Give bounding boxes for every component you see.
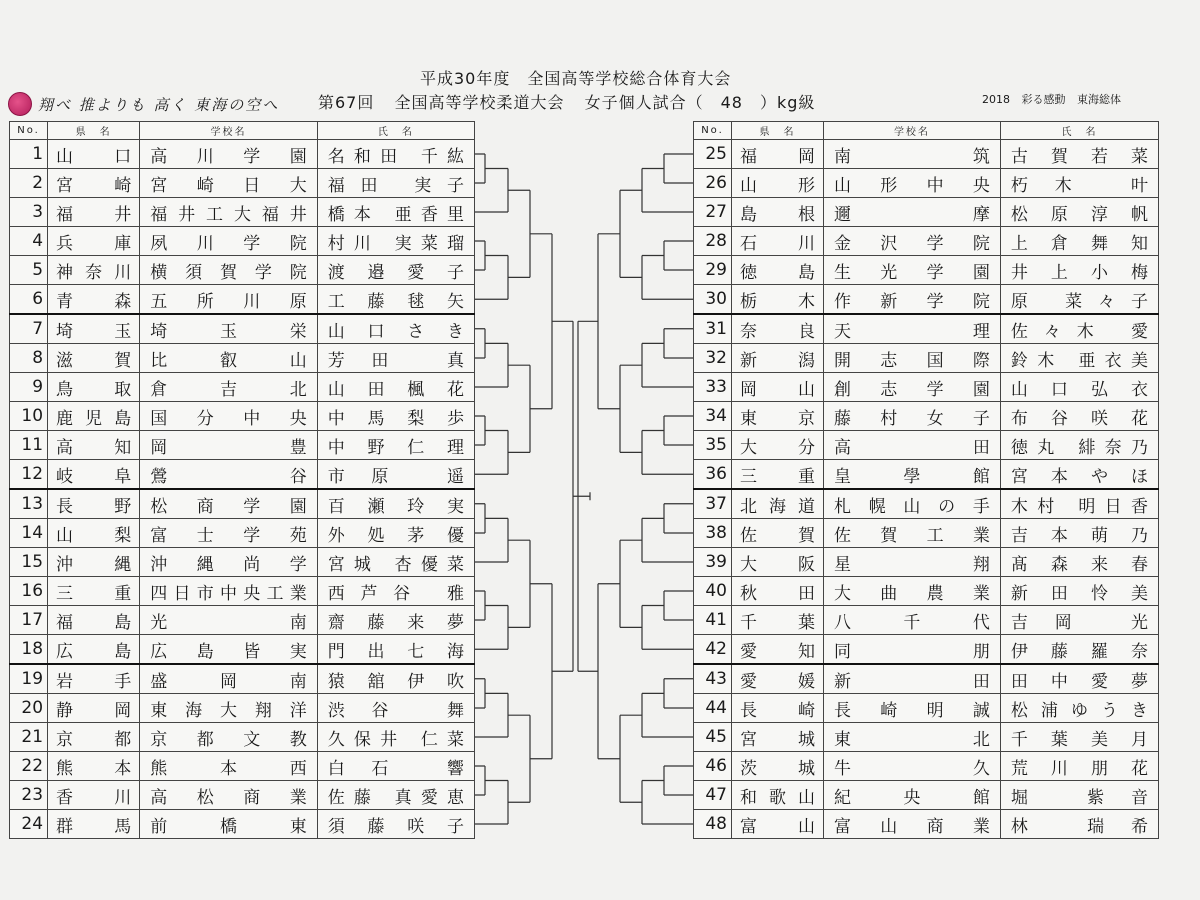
entry-number: 30 (694, 285, 732, 315)
entry-school: 佐賀工業 (823, 519, 1000, 548)
entry-athlete-name: 髙森来春 (1000, 548, 1158, 577)
entry-number: 2 (10, 169, 48, 198)
entry-row (694, 227, 1159, 256)
entry-athlete-name: 門出七海 (317, 635, 474, 665)
entry-row (10, 635, 475, 665)
entry-prefecture: 茨城 (732, 752, 824, 781)
entry-prefecture: 山口 (48, 140, 140, 169)
entry-athlete-name: 松原淳帆 (1000, 198, 1158, 227)
entry-athlete-name: 原 菜々子 (1000, 285, 1158, 315)
entry-number: 24 (10, 810, 48, 839)
table-header-row (694, 122, 1159, 140)
event-tag (982, 91, 1129, 107)
entry-prefecture: 三重 (732, 460, 824, 490)
entry-prefecture: 静岡 (48, 694, 140, 723)
sub-title (318, 90, 829, 113)
entry-school: 鶯谷 (140, 460, 318, 490)
entry-number: 48 (694, 810, 732, 839)
entry-athlete-name: 朽木 叶 (1000, 169, 1158, 198)
entry-number: 14 (10, 519, 48, 548)
entry-number: 23 (10, 781, 48, 810)
entry-prefecture: 山形 (732, 169, 824, 198)
entry-prefecture: 北海道 (732, 489, 824, 519)
left-draw-table (9, 121, 475, 839)
entry-number: 28 (694, 227, 732, 256)
entry-number: 47 (694, 781, 732, 810)
entry-school: 生光学園 (823, 256, 1000, 285)
entry-athlete-name: 市原 遥 (317, 460, 474, 490)
entry-number: 35 (694, 431, 732, 460)
entry-athlete-name: 木村 明日香 (1000, 489, 1158, 519)
entry-row (694, 489, 1159, 519)
entry-prefecture: 宮城 (732, 723, 824, 752)
entry-school: 邇摩 (823, 198, 1000, 227)
entry-row (10, 460, 475, 490)
entry-row (10, 489, 475, 519)
entry-number: 44 (694, 694, 732, 723)
entry-row (10, 431, 475, 460)
entry-athlete-name: 吉本萌乃 (1000, 519, 1158, 548)
entry-prefecture: 沖縄 (48, 548, 140, 577)
event-label: 全国高等学校柔道大会 (394, 93, 565, 112)
entry-athlete-name: 中野仁理 (317, 431, 474, 460)
entry-row (10, 169, 475, 198)
entry-row (694, 723, 1159, 752)
entry-school: 創志学園 (823, 373, 1000, 402)
entry-prefecture: 岩手 (48, 664, 140, 694)
round-label: 第67回 (318, 93, 375, 112)
entry-athlete-name: 渡邉愛子 (317, 256, 474, 285)
entry-row (694, 781, 1159, 810)
entry-prefecture: 石川 (732, 227, 824, 256)
entry-athlete-name: 宮城 杏優菜 (317, 548, 474, 577)
entry-prefecture: 愛知 (732, 635, 824, 665)
entry-athlete-name: 佐藤 真愛恵 (317, 781, 474, 810)
entry-prefecture: 福井 (48, 198, 140, 227)
entry-athlete-name: 佐々木 愛 (1000, 314, 1158, 344)
entry-row (10, 606, 475, 635)
entry-row (694, 810, 1159, 839)
entry-prefecture: 神奈川 (48, 256, 140, 285)
entry-athlete-name: 工藤毬矢 (317, 285, 474, 315)
entry-row (10, 344, 475, 373)
col-school-header: 学校名 (823, 122, 1000, 140)
entry-number: 9 (10, 373, 48, 402)
entry-row (10, 140, 475, 169)
entry-prefecture: 群馬 (48, 810, 140, 839)
entry-athlete-name: 新田怜美 (1000, 577, 1158, 606)
entry-school: 五所川原 (140, 285, 318, 315)
entry-row (694, 606, 1159, 635)
entry-athlete-name: 須藤咲子 (317, 810, 474, 839)
entry-row (694, 344, 1159, 373)
entry-row (10, 810, 475, 839)
entry-school: 国分中央 (140, 402, 318, 431)
entry-row (10, 577, 475, 606)
col-name-header: 氏 名 (317, 122, 474, 140)
entry-school: 牛久 (823, 752, 1000, 781)
entry-athlete-name: 伊藤羅奈 (1000, 635, 1158, 665)
entry-number: 41 (694, 606, 732, 635)
entry-number: 38 (694, 519, 732, 548)
entry-school: 高川学園 (140, 140, 318, 169)
entry-row (10, 548, 475, 577)
entry-number: 8 (10, 344, 48, 373)
entry-prefecture: 徳島 (732, 256, 824, 285)
entry-prefecture: 富山 (732, 810, 824, 839)
entry-athlete-name: 山口弘衣 (1000, 373, 1158, 402)
entry-athlete-name: 百瀬玲実 (317, 489, 474, 519)
entry-school: 金沢学院 (823, 227, 1000, 256)
entry-number: 13 (10, 489, 48, 519)
entry-row (10, 402, 475, 431)
entry-row (10, 373, 475, 402)
entry-row (10, 664, 475, 694)
entry-school: 開志国際 (823, 344, 1000, 373)
entry-number: 17 (10, 606, 48, 635)
entry-prefecture: 愛媛 (732, 664, 824, 694)
entry-prefecture: 鳥取 (48, 373, 140, 402)
entry-number: 39 (694, 548, 732, 577)
entry-prefecture: 熊本 (48, 752, 140, 781)
entry-school: 熊本西 (140, 752, 318, 781)
entry-athlete-name: 猿舘伊吹 (317, 664, 474, 694)
entry-prefecture: 福岡 (732, 140, 824, 169)
entry-row (694, 519, 1159, 548)
entry-row (694, 460, 1159, 490)
col-no-header: No. (10, 122, 48, 140)
entry-row (694, 373, 1159, 402)
entry-athlete-name: 渋谷 舞 (317, 694, 474, 723)
entry-school: 福井工大福井 (140, 198, 318, 227)
entry-school: 沖縄尚学 (140, 548, 318, 577)
entry-row (10, 694, 475, 723)
entry-athlete-name: 布谷咲花 (1000, 402, 1158, 431)
entry-number: 43 (694, 664, 732, 694)
entry-prefecture: 佐賀 (732, 519, 824, 548)
entry-school: 紀央館 (823, 781, 1000, 810)
entry-row (10, 752, 475, 781)
entry-prefecture: 青森 (48, 285, 140, 315)
entry-athlete-name: 西芦谷 雅 (317, 577, 474, 606)
entry-number: 1 (10, 140, 48, 169)
entry-row (694, 169, 1159, 198)
col-pref-header: 県 名 (732, 122, 824, 140)
entry-prefecture: 埼玉 (48, 314, 140, 344)
entry-school: 前橋東 (140, 810, 318, 839)
col-pref-header: 県 名 (48, 122, 140, 140)
entry-number: 33 (694, 373, 732, 402)
entry-row (694, 548, 1159, 577)
entry-school: 埼玉栄 (140, 314, 318, 344)
col-no-header: No. (694, 122, 732, 140)
entry-school: 横須賀学院 (140, 256, 318, 285)
entry-athlete-name: 久保井 仁菜 (317, 723, 474, 752)
entry-number: 25 (694, 140, 732, 169)
entry-prefecture: 長崎 (732, 694, 824, 723)
entry-row (694, 285, 1159, 315)
entry-number: 12 (10, 460, 48, 490)
entry-athlete-name: 田中愛夢 (1000, 664, 1158, 694)
entry-prefecture: 三重 (48, 577, 140, 606)
entry-athlete-name: 白石 響 (317, 752, 474, 781)
entry-prefecture: 大阪 (732, 548, 824, 577)
entry-prefecture: 兵庫 (48, 227, 140, 256)
entry-row (10, 285, 475, 315)
event-motto: 彩る感動 (1021, 93, 1066, 106)
entry-prefecture: 岡山 (732, 373, 824, 402)
entry-number: 45 (694, 723, 732, 752)
entry-number: 19 (10, 664, 48, 694)
entry-school: 京都文教 (140, 723, 318, 752)
entry-school: 東北 (823, 723, 1000, 752)
entry-school: 皇學館 (823, 460, 1000, 490)
entry-school: 盛岡南 (140, 664, 318, 694)
category-label: 女子個人試合（ 48 ）kg級 (584, 93, 816, 112)
entry-number: 20 (10, 694, 48, 723)
entry-school: 八千代 (823, 606, 1000, 635)
entry-number: 22 (10, 752, 48, 781)
entry-athlete-name: 上倉舞知 (1000, 227, 1158, 256)
entry-prefecture: 和歌山 (732, 781, 824, 810)
entry-prefecture: 高知 (48, 431, 140, 460)
entry-row (694, 402, 1159, 431)
entry-school: 高松商業 (140, 781, 318, 810)
entry-athlete-name: 齋藤来夢 (317, 606, 474, 635)
entry-athlete-name: 外処茅優 (317, 519, 474, 548)
entry-number: 6 (10, 285, 48, 315)
entry-row (694, 140, 1159, 169)
entry-school: 天理 (823, 314, 1000, 344)
entry-number: 31 (694, 314, 732, 344)
entry-row (694, 198, 1159, 227)
entry-athlete-name: 松浦ゆうき (1000, 694, 1158, 723)
main-title: 平成30年度 全国高等学校総合体育大会 (420, 69, 732, 88)
entry-school: 夙川学院 (140, 227, 318, 256)
entry-row (10, 227, 475, 256)
entry-school: 作新学院 (823, 285, 1000, 315)
entry-row (10, 519, 475, 548)
entry-athlete-name: 千葉美月 (1000, 723, 1158, 752)
entry-athlete-name: 鈴木 亜衣美 (1000, 344, 1158, 373)
entry-athlete-name: 山田楓花 (317, 373, 474, 402)
entry-row (694, 431, 1159, 460)
entry-number: 40 (694, 577, 732, 606)
entry-prefecture: 鹿児島 (48, 402, 140, 431)
bracket-lines (475, 154, 693, 824)
entry-prefecture: 長野 (48, 489, 140, 519)
slogan-logo (8, 92, 279, 116)
entry-number: 10 (10, 402, 48, 431)
entry-athlete-name: 林 瑞希 (1000, 810, 1158, 839)
right-draw-table (693, 121, 1159, 839)
entry-row (694, 694, 1159, 723)
entry-row (694, 256, 1159, 285)
entry-number: 36 (694, 460, 732, 490)
entry-school: 長崎明誠 (823, 694, 1000, 723)
entry-number: 7 (10, 314, 48, 344)
entry-number: 4 (10, 227, 48, 256)
entry-number: 42 (694, 635, 732, 665)
entry-prefecture: 東京 (732, 402, 824, 431)
entry-number: 46 (694, 752, 732, 781)
entry-athlete-name: 宮本やほ (1000, 460, 1158, 490)
entry-school: 札幌山の手 (823, 489, 1000, 519)
entry-number: 27 (694, 198, 732, 227)
entry-number: 29 (694, 256, 732, 285)
entry-athlete-name: 名和田 千紘 (317, 140, 474, 169)
entry-number: 37 (694, 489, 732, 519)
entry-prefecture: 大分 (732, 431, 824, 460)
entry-school: 宮崎日大 (140, 169, 318, 198)
entry-athlete-name: 芳田 真 (317, 344, 474, 373)
entry-school: 光南 (140, 606, 318, 635)
entry-school: 富山商業 (823, 810, 1000, 839)
entry-row (694, 664, 1159, 694)
entry-row (694, 635, 1159, 665)
entry-number: 18 (10, 635, 48, 665)
entry-row (694, 577, 1159, 606)
entry-prefecture: 京都 (48, 723, 140, 752)
event-year: 2018 (982, 93, 1010, 106)
entry-school: 藤村女子 (823, 402, 1000, 431)
entry-athlete-name: 井上小梅 (1000, 256, 1158, 285)
entry-prefecture: 秋田 (732, 577, 824, 606)
entry-number: 5 (10, 256, 48, 285)
entry-school: 東海大翔洋 (140, 694, 318, 723)
entry-school: 松商学園 (140, 489, 318, 519)
entry-prefecture: 千葉 (732, 606, 824, 635)
entry-row (10, 781, 475, 810)
event-name: 東海総体 (1077, 93, 1121, 106)
entry-athlete-name: 中馬梨歩 (317, 402, 474, 431)
entry-number: 15 (10, 548, 48, 577)
entry-prefecture: 岐阜 (48, 460, 140, 490)
col-school-header: 学校名 (140, 122, 318, 140)
entry-athlete-name: 村川 実菜瑠 (317, 227, 474, 256)
entry-row (10, 314, 475, 344)
entry-row (694, 314, 1159, 344)
entry-athlete-name: 橋本 亜香里 (317, 198, 474, 227)
entry-row (10, 723, 475, 752)
entry-prefecture: 宮崎 (48, 169, 140, 198)
entry-school: 同朋 (823, 635, 1000, 665)
entry-athlete-name: 山口さき (317, 314, 474, 344)
slogan-text: 翔べ 推よりも 高く 東海の空へ (38, 95, 280, 114)
entry-number: 34 (694, 402, 732, 431)
entry-number: 16 (10, 577, 48, 606)
entry-row (694, 752, 1159, 781)
entry-prefecture: 山梨 (48, 519, 140, 548)
entry-school: 星翔 (823, 548, 1000, 577)
event-logo-icon (8, 92, 32, 116)
entry-school: 南筑 (823, 140, 1000, 169)
entry-number: 26 (694, 169, 732, 198)
entry-row (10, 198, 475, 227)
entry-school: 比叡山 (140, 344, 318, 373)
entry-prefecture: 新潟 (732, 344, 824, 373)
col-name-header: 氏 名 (1000, 122, 1158, 140)
entry-prefecture: 香川 (48, 781, 140, 810)
entry-athlete-name: 福田 実子 (317, 169, 474, 198)
entry-school: 富士学苑 (140, 519, 318, 548)
entry-athlete-name: 荒川朋花 (1000, 752, 1158, 781)
entry-number: 21 (10, 723, 48, 752)
entry-school: 新田 (823, 664, 1000, 694)
entry-school: 高田 (823, 431, 1000, 460)
entry-prefecture: 島根 (732, 198, 824, 227)
entry-number: 11 (10, 431, 48, 460)
entry-number: 32 (694, 344, 732, 373)
entry-athlete-name: 徳丸 緋奈乃 (1000, 431, 1158, 460)
entry-number: 3 (10, 198, 48, 227)
entry-prefecture: 福島 (48, 606, 140, 635)
table-header-row (10, 122, 475, 140)
entry-school: 四日市中央工業 (140, 577, 318, 606)
entry-school: 山形中央 (823, 169, 1000, 198)
entry-school: 岡豊 (140, 431, 318, 460)
entry-prefecture: 滋賀 (48, 344, 140, 373)
entry-row (10, 256, 475, 285)
entry-prefecture: 奈良 (732, 314, 824, 344)
entry-athlete-name: 吉岡 光 (1000, 606, 1158, 635)
entry-school: 倉吉北 (140, 373, 318, 402)
entry-athlete-name: 堀 紫音 (1000, 781, 1158, 810)
entry-prefecture: 栃木 (732, 285, 824, 315)
entry-prefecture: 広島 (48, 635, 140, 665)
entry-school: 大曲農業 (823, 577, 1000, 606)
entry-school: 広島皆実 (140, 635, 318, 665)
entry-athlete-name: 古賀若菜 (1000, 140, 1158, 169)
